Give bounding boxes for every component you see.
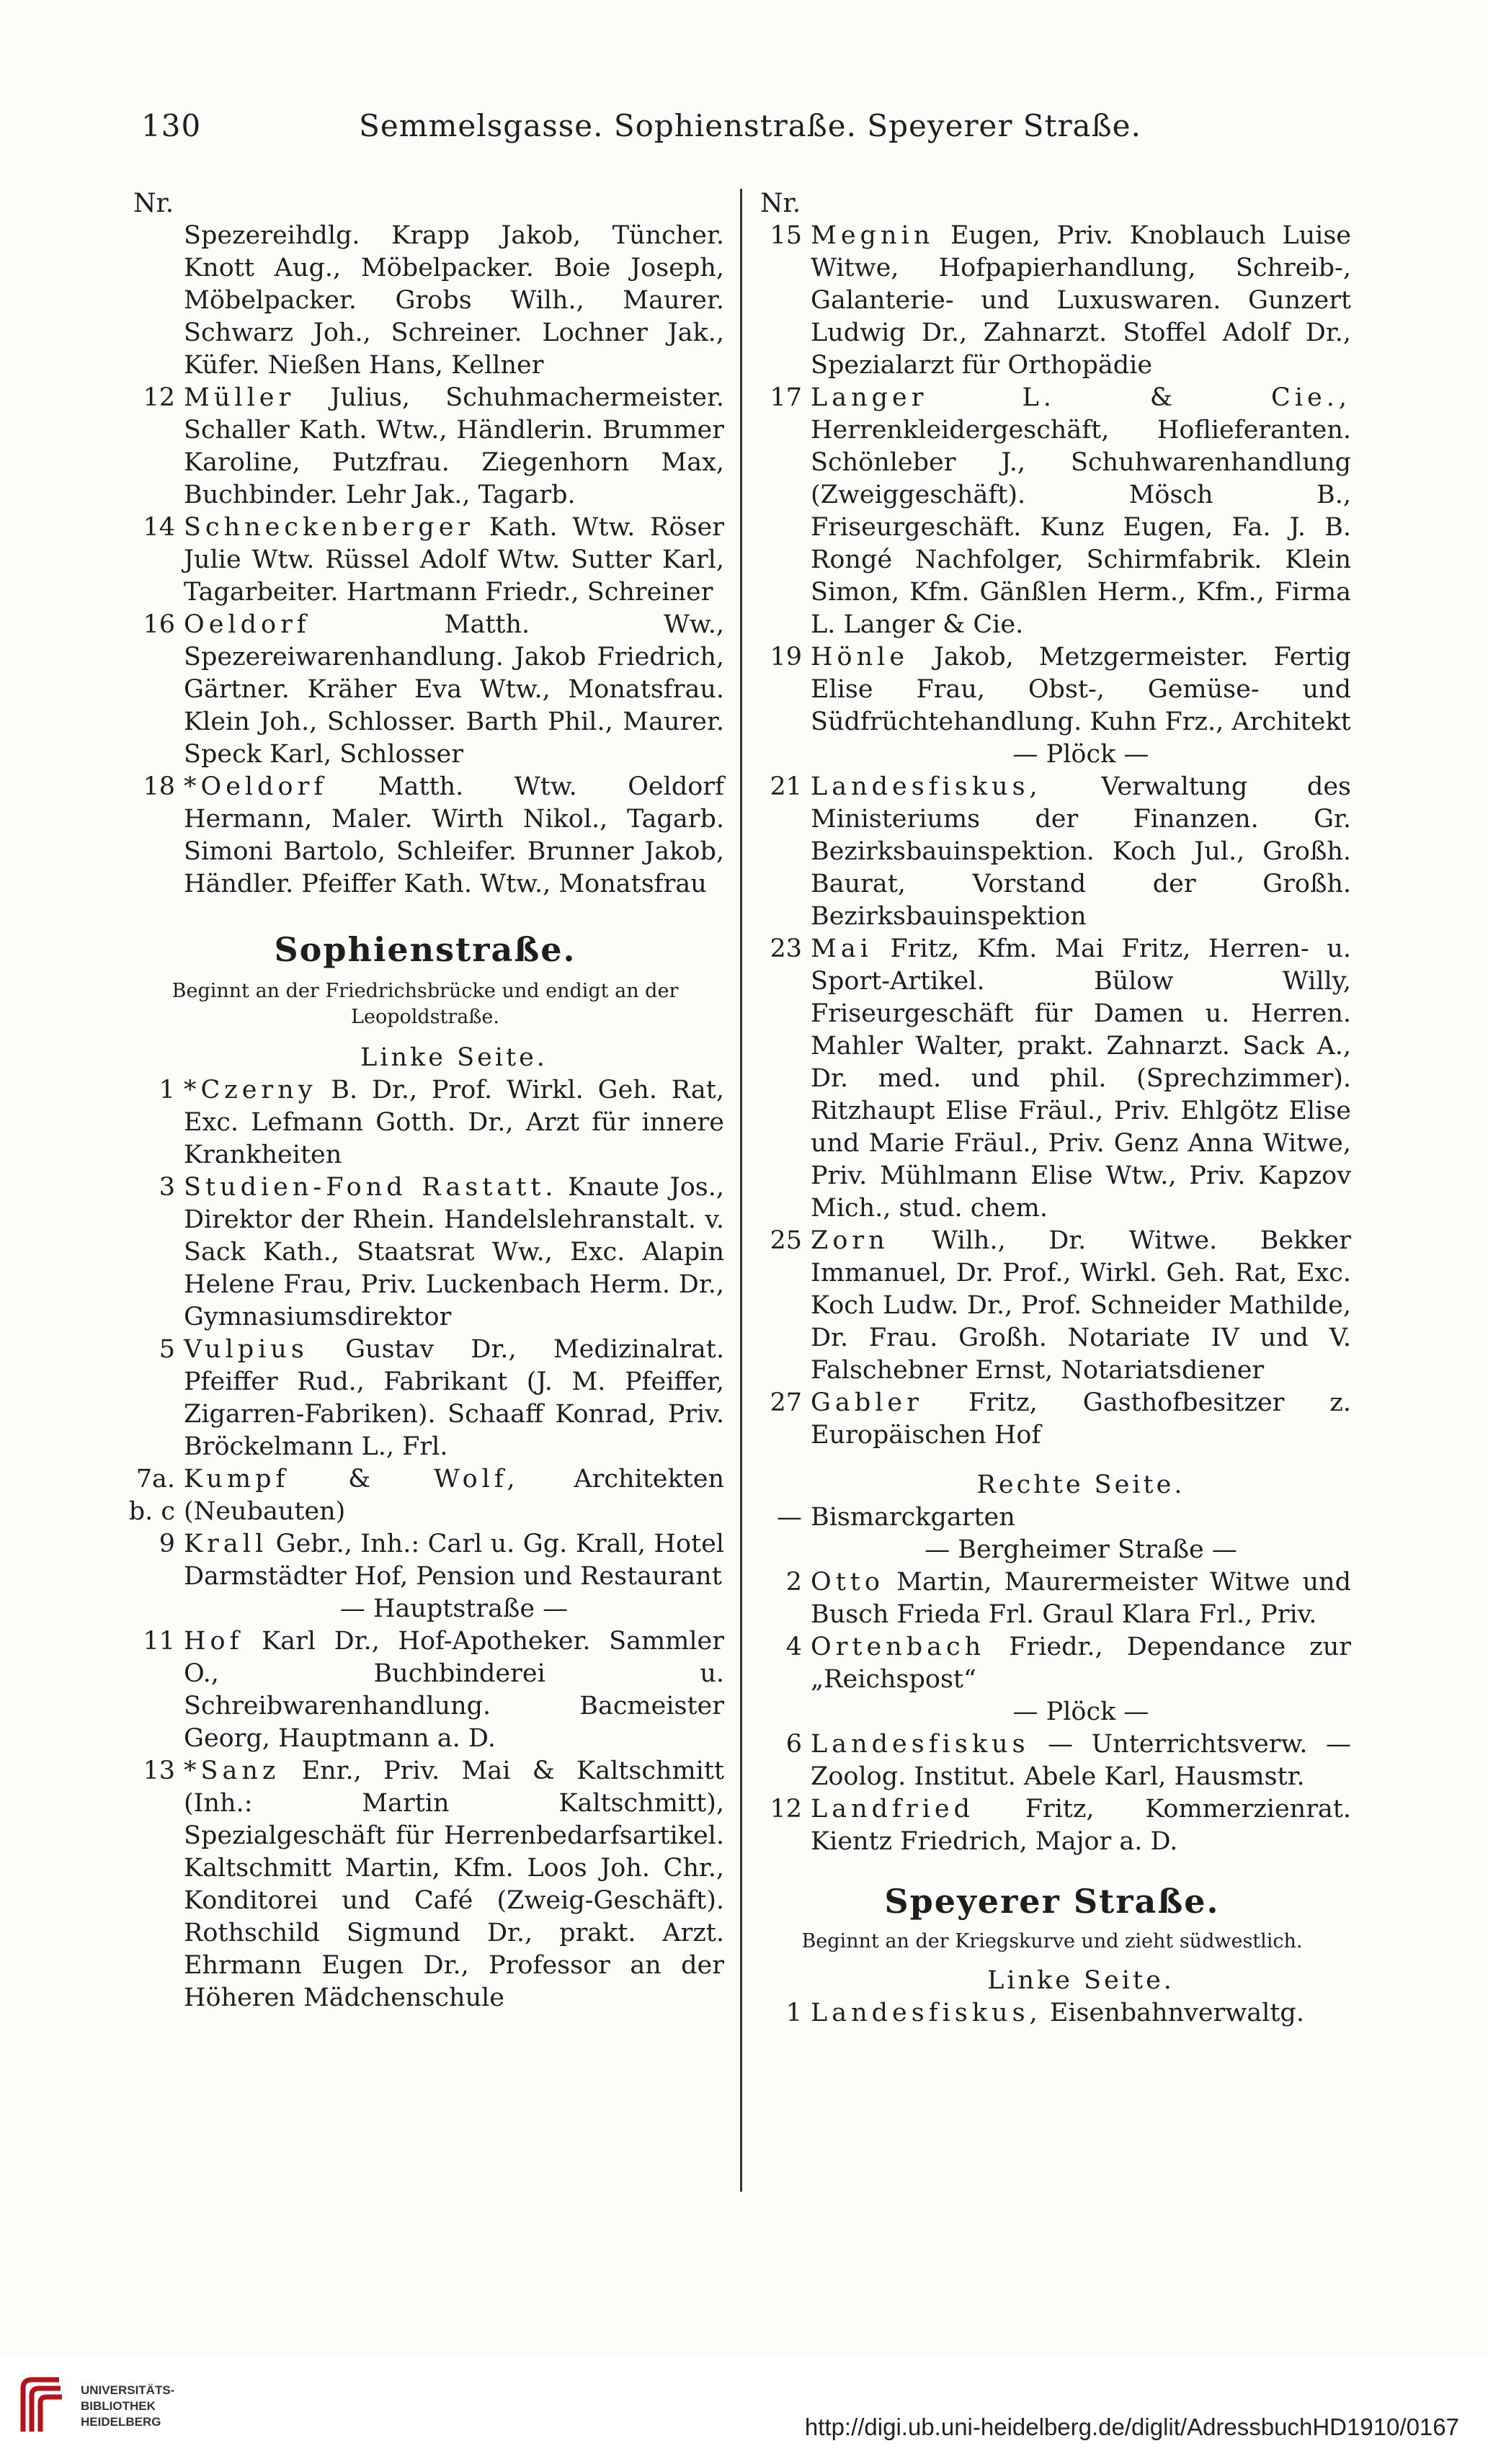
entry-text (184, 771, 724, 901)
entry-key-name: Landfried (811, 1795, 975, 1824)
entry-key-name: Gabler (811, 1388, 923, 1417)
entry-text (184, 609, 724, 771)
entry-key-name: *Oeldorf (184, 772, 328, 801)
cross-street: — Hauptstraße — (339, 1594, 569, 1623)
source-url-link[interactable]: http://digi.ub.uni-heidelberg.de/diglit/AdressbuchHD1910/0167 (804, 2414, 1459, 2440)
street-note: Beginnt an der Friedrichsbrücke und endigt an der Leopoldstraße. (171, 980, 679, 1028)
street-heading: Speyerer Straße. (884, 1882, 1220, 1921)
entry-text (184, 220, 724, 382)
entry-body: B. Dr., Prof. Wirkl. Geh. Rat, Exc. Lefmann Gotth. Dr., Arzt für innere Krankheiten (184, 1076, 724, 1169)
entry-body: Spezereihdlg. Krapp Jakob, Tüncher. Knott Aug., Möbelpacker. Boie Joseph, Möbelpacker. Grobs Wilh., Maurer. Schwarz Joh., Schreiner. Lochner Jak., Küfer. Nießen Hans, Kellner (184, 221, 724, 380)
entry-text (811, 1631, 1351, 1696)
house-number: 3 (159, 1173, 175, 1202)
address-entry (126, 771, 724, 901)
entry-body: Enr., Priv. Mai & Kaltschmitt (Inh.: Martin Kaltschmitt), Spezialgeschäft für Herrenbedarfsartikel. Kaltschmitt Martin, Kfm. Loos Joh. Chr., Konditorei und Café (Zweig-Geschäft). Rothschild Sigmund Dr., prakt. Arzt. Ehrmann Eugen Dr., Professor an der Höheren Mädchenschule (184, 1757, 724, 2012)
entry-text (811, 1793, 1351, 1858)
house-number: 11 (143, 1627, 175, 1656)
entry-list (126, 220, 724, 901)
house-number: 1 (785, 1999, 802, 2027)
entry-body: Knaute Jos., Direktor der Rhein. Handelslehranstalt. v. Sack Kath., Staatsrat Ww., Exc. Alapin Helene Frau, Priv. Luckenbach Herm. Dr., Gymnasiumsdirektor (184, 1173, 724, 1331)
entry-text (811, 641, 1351, 738)
entry-body: Friedr., Dependance zur „Reichspost“ (811, 1633, 1351, 1694)
entry-text (811, 1728, 1351, 1793)
logo-line: UNIVERSITÄTS- (81, 2383, 175, 2397)
entry-key-name: Mai (811, 934, 873, 963)
entry-text (811, 1501, 1351, 1534)
entry-key-name: Kumpf & Wolf, (184, 1465, 520, 1494)
entry-text (184, 382, 724, 512)
entry-list (753, 771, 1351, 1452)
entry-body: Martin, Maurermeister Witwe und Busch Frieda Frl. Graul Klara Frl., Priv. (811, 1568, 1351, 1629)
entry-list (753, 220, 1351, 738)
entry-body: Eisenbahnverwaltg. (1041, 1999, 1304, 2027)
entry-body: Julius, Schuhmachermeister. Schaller Kath. Wtw., Händlerin. Brummer Karoline, Putzfrau. Ziegenhorn Max, Buchbinder. Lehr Jak., Tagarb. (184, 383, 724, 509)
side-label: Linke Seite. (987, 1966, 1175, 1995)
address-entry (753, 1631, 1351, 1696)
page-header (141, 108, 1359, 151)
entry-key-name: Zorn (811, 1226, 889, 1255)
entry-text (184, 1625, 724, 1755)
entry-body: Fritz, Kfm. Mai Fritz, Herren- u. Sport-Artikel. Bülow Willy, Friseurgeschäft für Damen u. Herren. Mahler Walter, prakt. Zahnarzt. Sack A., Dr. med. und phil. (Sprechzimmer). Ritzhaupt Elise Fräul., Priv. Ehlgötz Elise und Marie Fräul., Priv. Genz Anna Witwe, Priv. Mühlmann Elise Wtw., Priv. Kapzov Mich., stud. chem. (811, 934, 1351, 1223)
street-note: Beginnt an der Kriegskurve und zieht südwestlich. (801, 1930, 1303, 1952)
address-entry (126, 1463, 724, 1528)
entry-body: Karl Dr., Hof-Apotheker. Sammler O., Buchbinderei u. Schreibwarenhandlung. Bacmeister Georg, Hauptmann a. D. (184, 1627, 724, 1753)
house-number: 25 (770, 1226, 802, 1255)
entry-body: Fritz, Gasthofbesitzer z. Europäischen Hof (811, 1388, 1351, 1450)
address-entry (126, 1171, 724, 1334)
entry-key-name: Krall (184, 1530, 268, 1558)
entry-key-name: Hönle (811, 643, 909, 671)
entry-key-name: Landesfiskus, (811, 772, 1042, 801)
address-entry (126, 512, 724, 609)
address-entry (753, 1501, 1351, 1534)
cross-street: — Bergheimer Straße — (925, 1535, 1237, 1564)
entry-list (126, 1074, 724, 1593)
house-number: 18 (143, 772, 175, 801)
entry-text (811, 382, 1351, 641)
entry-key-name: Müller (184, 383, 295, 412)
house-number: 7a. b. c (128, 1465, 175, 1526)
entry-key-name: Langer L. & Cie., (811, 383, 1351, 412)
side-label: Linke Seite. (360, 1043, 548, 1072)
entry-body: Architekten (Neubauten) (184, 1465, 724, 1526)
entry-body: Gebr., Inh.: Carl u. Gg. Krall, Hotel Darmstädter Hof, Pension und Restaurant (184, 1530, 724, 1591)
house-number: 12 (770, 1795, 802, 1824)
viewer-footer (0, 2354, 1488, 2464)
entry-key-name: Oeldorf (184, 610, 311, 639)
house-number: 17 (770, 383, 802, 412)
entry-text (184, 1074, 724, 1171)
house-number: 15 (770, 221, 802, 250)
entry-key-name: Studien-Fond Rastatt. (184, 1173, 558, 1202)
address-entry (753, 220, 1351, 382)
address-entry (753, 933, 1351, 1225)
entry-text (811, 220, 1351, 382)
page-number: 130 (141, 108, 202, 143)
logo-text (81, 2383, 174, 2430)
cross-street: — Plöck — (1012, 740, 1149, 769)
entry-text (184, 1334, 724, 1463)
address-entry (126, 609, 724, 771)
address-entry (126, 1528, 724, 1593)
address-entry (753, 1387, 1351, 1452)
entry-key-name: Vulpius (184, 1335, 308, 1364)
address-entry (753, 382, 1351, 641)
entry-body: Fritz, Kommerzienrat. Kientz Friedrich, Major a. D. (811, 1795, 1351, 1856)
house-number: 5 (159, 1335, 175, 1364)
entry-body: Jakob, Metzgermeister. Fertig Elise Frau, Obst-, Gemüse- und Südfrüchtehandlung. Kuhn Frz., Architekt (811, 643, 1351, 736)
house-number: — (777, 1503, 802, 1532)
house-number: 6 (785, 1730, 802, 1759)
house-number: 21 (770, 772, 802, 801)
address-entry (753, 1793, 1351, 1858)
street-heading: Sophienstraße. (274, 930, 576, 969)
address-entry (126, 1625, 724, 1755)
cross-street: — Plöck — (1012, 1697, 1149, 1726)
house-number: 23 (770, 934, 802, 963)
entry-text (811, 771, 1351, 933)
logo-line: HEIDELBERG (81, 2415, 161, 2429)
house-number: 19 (770, 643, 802, 671)
logo-line: BIBLIOTHEK (81, 2399, 156, 2413)
entry-text (184, 1528, 724, 1593)
entry-list (753, 1997, 1351, 2030)
address-entry (753, 1566, 1351, 1631)
entry-body: Verwaltung des Ministeriums der Finanzen. Gr. Bezirksbauinspektion. Koch Jul., Großh. Baurat, Vorstand der Großh. Bezirksbauinspektion (811, 772, 1351, 931)
library-logo-icon (16, 2374, 73, 2439)
entry-list (126, 1625, 724, 2014)
right-column (753, 187, 1351, 2030)
entry-text (184, 512, 724, 609)
house-number: 16 (143, 610, 175, 639)
entry-body: Wilh., Dr. Witwe. Bekker Immanuel, Dr. Prof., Wirkl. Geh. Rat, Exc. Koch Ludw. Dr., Prof. Schneider Mathilde, Dr. Frau. Großh. Notariate IV und V. Falschebner Ernst, Notariatsdiener (811, 1226, 1351, 1385)
entry-key-name: Landesfiskus (811, 1730, 1030, 1759)
column-divider (740, 189, 742, 2192)
entry-body: Herrenkleidergeschäft, Hoflieferanten. Schönleber J., Schuhwarenhandlung (Zweiggeschäft). Mösch B., Friseurgeschäft. Kunz Eugen, Fa. J. B. Rongé Nachfolger, Schirmfabrik. Klein Simon, Kfm. Gänßlen Herm., Kfm., Firma L. Langer & Cie. (811, 416, 1351, 639)
entry-key-name: Hof (184, 1627, 244, 1656)
entry-key-name: Otto (811, 1568, 884, 1597)
address-entry (126, 1074, 724, 1171)
entry-body: Gustav Dr., Medizinalrat. Pfeiffer Rud., Fabrikant (J. M. Pfeiffer, Zigarren-Fabriken). Schaaff Konrad, Priv. Bröckelmann L., Frl. (184, 1335, 724, 1461)
house-number: 12 (143, 383, 175, 412)
house-number: 13 (143, 1757, 175, 1785)
address-entry (126, 1755, 724, 2014)
address-entry (753, 771, 1351, 933)
entry-body: Kath. Wtw. Röser Julie Wtw. Rüssel Adolf Wtw. Sutter Karl, Tagarbeiter. Hartmann Friedr., Schreiner (184, 513, 724, 607)
house-number: 27 (770, 1388, 802, 1417)
address-entry (126, 382, 724, 512)
entry-key-name: Landesfiskus, (811, 1999, 1042, 2027)
address-entry (753, 1728, 1351, 1793)
nr-label: Nr. (760, 189, 801, 218)
entry-text (811, 933, 1351, 1225)
address-entry (126, 220, 724, 382)
entry-key-name: *Czerny (184, 1076, 317, 1104)
house-number: 2 (785, 1568, 802, 1597)
running-title: Semmelsgasse. Sophienstraße. Speyerer Straße. (359, 108, 1141, 143)
entry-text (811, 1566, 1351, 1631)
house-number: 14 (143, 513, 175, 542)
left-column (126, 187, 724, 2014)
address-entry (753, 1997, 1351, 2030)
address-entry (126, 1334, 724, 1463)
house-number: 4 (785, 1633, 802, 1661)
house-number: 1 (159, 1076, 175, 1104)
entry-list (753, 1728, 1351, 1858)
house-number: 9 (159, 1530, 175, 1558)
address-entry (753, 1225, 1351, 1387)
nr-label: Nr. (133, 189, 174, 218)
entry-key-name: Ortenbach (811, 1633, 986, 1661)
entry-text (184, 1171, 724, 1334)
entry-list (753, 1501, 1351, 1534)
entry-body: — Unterrichtsverw. — Zoolog. Institut. Abele Karl, Hausmstr. (811, 1730, 1351, 1791)
entry-text (811, 1225, 1351, 1387)
side-label: Rechte Seite. (976, 1470, 1185, 1499)
entry-text (184, 1755, 724, 2014)
entry-list (753, 1566, 1351, 1696)
entry-text (811, 1387, 1351, 1452)
address-entry (753, 641, 1351, 738)
entry-key-name: *Sanz (184, 1757, 280, 1785)
entry-body: Matth. Wtw. Oeldorf Hermann, Maler. Wirth Nikol., Tagarb. Simoni Bartolo, Schleifer. Brunner Jakob, Händler. Pfeiffer Kath. Wtw., Monatsfrau (184, 772, 724, 898)
entry-key-name: Schneckenberger (184, 513, 475, 542)
entry-body: Eugen, Priv. Knoblauch Luise Witwe, Hofpapierhandlung, Schreib-, Galanterie- und Luxuswaren. Gunzert Ludwig Dr., Zahnarzt. Stoffel Adolf Dr., Spezialarzt für Orthopädie (811, 221, 1351, 380)
entry-text (811, 1997, 1351, 2030)
entry-body: Bismarckgarten (811, 1503, 1015, 1532)
entry-text (184, 1463, 724, 1528)
entry-key-name: Megnin (811, 221, 935, 250)
entry-body: Matth. Ww., Spezereiwarenhandlung. Jakob Friedrich, Gärtner. Kräher Eva Wtw., Monatsfrau. Klein Joh., Schlosser. Barth Phil., Maurer. Speck Karl, Schlosser (184, 610, 724, 769)
library-logo[interactable] (16, 2374, 196, 2446)
